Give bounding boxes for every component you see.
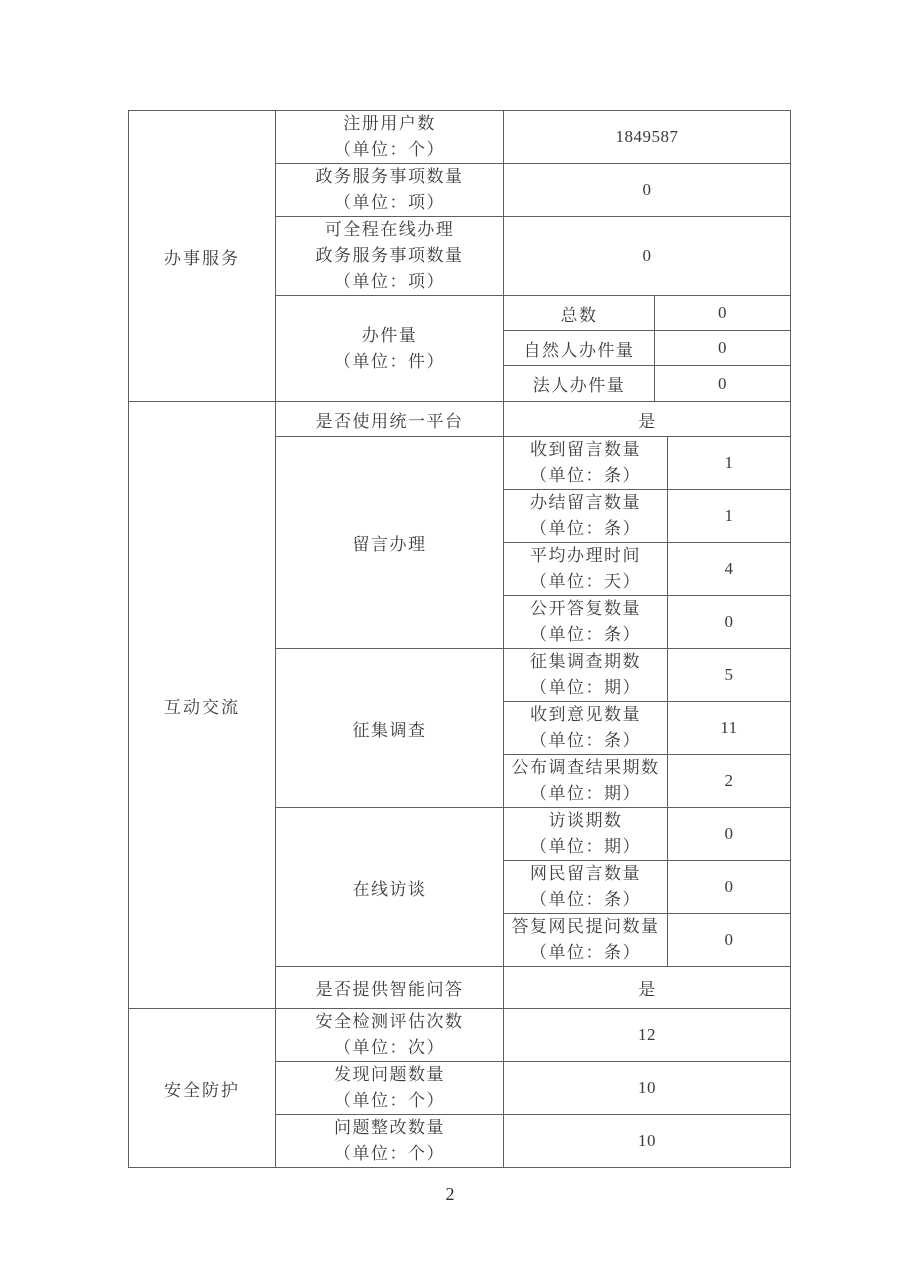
subvalue-cell-total: 0	[655, 296, 791, 331]
subvalue-cell-opinions-received: 11	[668, 702, 791, 755]
subitem-label: 征集调查期数	[530, 652, 641, 671]
subitem-cell-messages-completed	[504, 490, 668, 543]
item-unit: （单位：个）	[334, 1091, 445, 1110]
subvalue-cell-legal-person: 0	[655, 366, 791, 402]
subitem-cell-opinions-received	[504, 702, 668, 755]
item-label: 注册用户数	[343, 114, 436, 133]
subitem-cell-survey-periods	[504, 649, 668, 702]
subitem-cell-natural-person: 自然人办件量	[504, 331, 655, 366]
subitem-label: 平均办理时间	[530, 546, 641, 565]
category-label-interaction: 互动交流	[164, 697, 240, 717]
subitem-unit: （单位：条）	[530, 890, 641, 909]
group-cell-online-interviews: 在线访谈	[276, 808, 504, 967]
item-cell-security-assessments	[276, 1009, 504, 1062]
subitem-cell-public-replies	[504, 596, 668, 649]
subitem-cell-results-published	[504, 755, 668, 808]
subitem-cell-netizen-messages	[504, 861, 668, 914]
subitem-label: 收到意见数量	[530, 705, 641, 724]
item-label: 可全程在线办理	[324, 220, 455, 239]
group-cell-surveys: 征集调查	[276, 649, 504, 808]
item-label: 政务服务事项数量	[315, 167, 464, 186]
subitem-unit: （单位：期）	[530, 678, 641, 697]
group-unit: （单位：件）	[334, 351, 445, 371]
item-unit: （单位：个）	[334, 1144, 445, 1163]
item-unit: （单位：项）	[334, 193, 445, 212]
subitem-label: 收到留言数量	[530, 440, 641, 459]
value-cell-smart-qa: 是	[504, 967, 791, 1009]
value-cell-service-items: 0	[504, 164, 791, 217]
subvalue-cell-results-published: 2	[668, 755, 791, 808]
item-label-line2: 政务服务事项数量	[315, 246, 464, 265]
subvalue-cell-netizen-messages: 0	[668, 861, 791, 914]
item-cell-registered-users	[276, 111, 504, 164]
subitem-label: 答复网民提问数量	[511, 917, 660, 936]
value-cell-problems-found: 10	[504, 1062, 791, 1115]
subitem-unit: （单位：条）	[530, 466, 641, 485]
subvalue-cell-messages-completed: 1	[668, 490, 791, 543]
group-cell-case-volume	[276, 296, 504, 402]
item-unit: （单位：次）	[334, 1038, 445, 1057]
subvalue-cell-natural-person: 0	[655, 331, 791, 366]
value-cell-problems-fixed: 10	[504, 1115, 791, 1168]
subitem-unit: （单位：条）	[530, 519, 641, 538]
item-label: 发现问题数量	[334, 1065, 445, 1084]
subitem-unit: （单位：条）	[530, 943, 641, 962]
item-cell-smart-qa: 是否提供智能问答	[276, 967, 504, 1009]
subitem-cell-total: 总数	[504, 296, 655, 331]
value-cell-registered-users: 1849587	[504, 111, 791, 164]
item-unit: （单位：个）	[334, 140, 445, 159]
item-label: 安全检测评估次数	[315, 1012, 464, 1031]
subitem-cell-average-time	[504, 543, 668, 596]
item-cell-online-service-items	[276, 217, 504, 296]
item-cell-problems-found	[276, 1062, 504, 1115]
subitem-unit: （单位：条）	[530, 625, 641, 644]
subvalue-cell-average-time: 4	[668, 543, 791, 596]
group-label: 办件量	[361, 325, 418, 345]
category-cell-service	[129, 111, 276, 402]
subitem-unit: （单位：期）	[530, 837, 641, 856]
group-cell-message-handling: 留言办理	[276, 437, 504, 649]
category-cell-security	[129, 1009, 276, 1168]
subvalue-cell-questions-answered: 0	[668, 914, 791, 967]
item-unit: （单位：项）	[334, 272, 445, 291]
subitem-label: 网民留言数量	[530, 864, 641, 883]
page-number: 2	[445, 1184, 455, 1204]
subitem-unit: （单位：条）	[530, 731, 641, 750]
subitem-unit: （单位：期）	[530, 784, 641, 803]
subvalue-cell-public-replies: 0	[668, 596, 791, 649]
subitem-cell-legal-person: 法人办件量	[504, 366, 655, 402]
subvalue-cell-messages-received: 1	[668, 437, 791, 490]
report-table	[128, 110, 791, 1168]
category-cell-interaction	[129, 402, 276, 1009]
subitem-label: 办结留言数量	[530, 493, 641, 512]
item-label: 问题整改数量	[334, 1118, 445, 1137]
subitem-cell-messages-received	[504, 437, 668, 490]
value-cell-security-assessments: 12	[504, 1009, 791, 1062]
value-cell-unified-platform: 是	[504, 402, 791, 437]
subitem-label: 公开答复数量	[530, 599, 641, 618]
subitem-cell-interview-periods	[504, 808, 668, 861]
item-cell-service-items	[276, 164, 504, 217]
category-label-service: 办事服务	[164, 248, 240, 268]
subvalue-cell-survey-periods: 5	[668, 649, 791, 702]
category-label-security: 安全防护	[164, 1080, 240, 1100]
subitem-unit: （单位：天）	[530, 572, 641, 591]
subitem-label: 公布调查结果期数	[511, 758, 660, 777]
value-cell-online-service-items: 0	[504, 217, 791, 296]
subvalue-cell-interview-periods: 0	[668, 808, 791, 861]
subitem-label: 访谈期数	[548, 811, 623, 830]
subitem-cell-questions-answered	[504, 914, 668, 967]
item-cell-problems-fixed	[276, 1115, 504, 1168]
item-cell-unified-platform: 是否使用统一平台	[276, 402, 504, 437]
